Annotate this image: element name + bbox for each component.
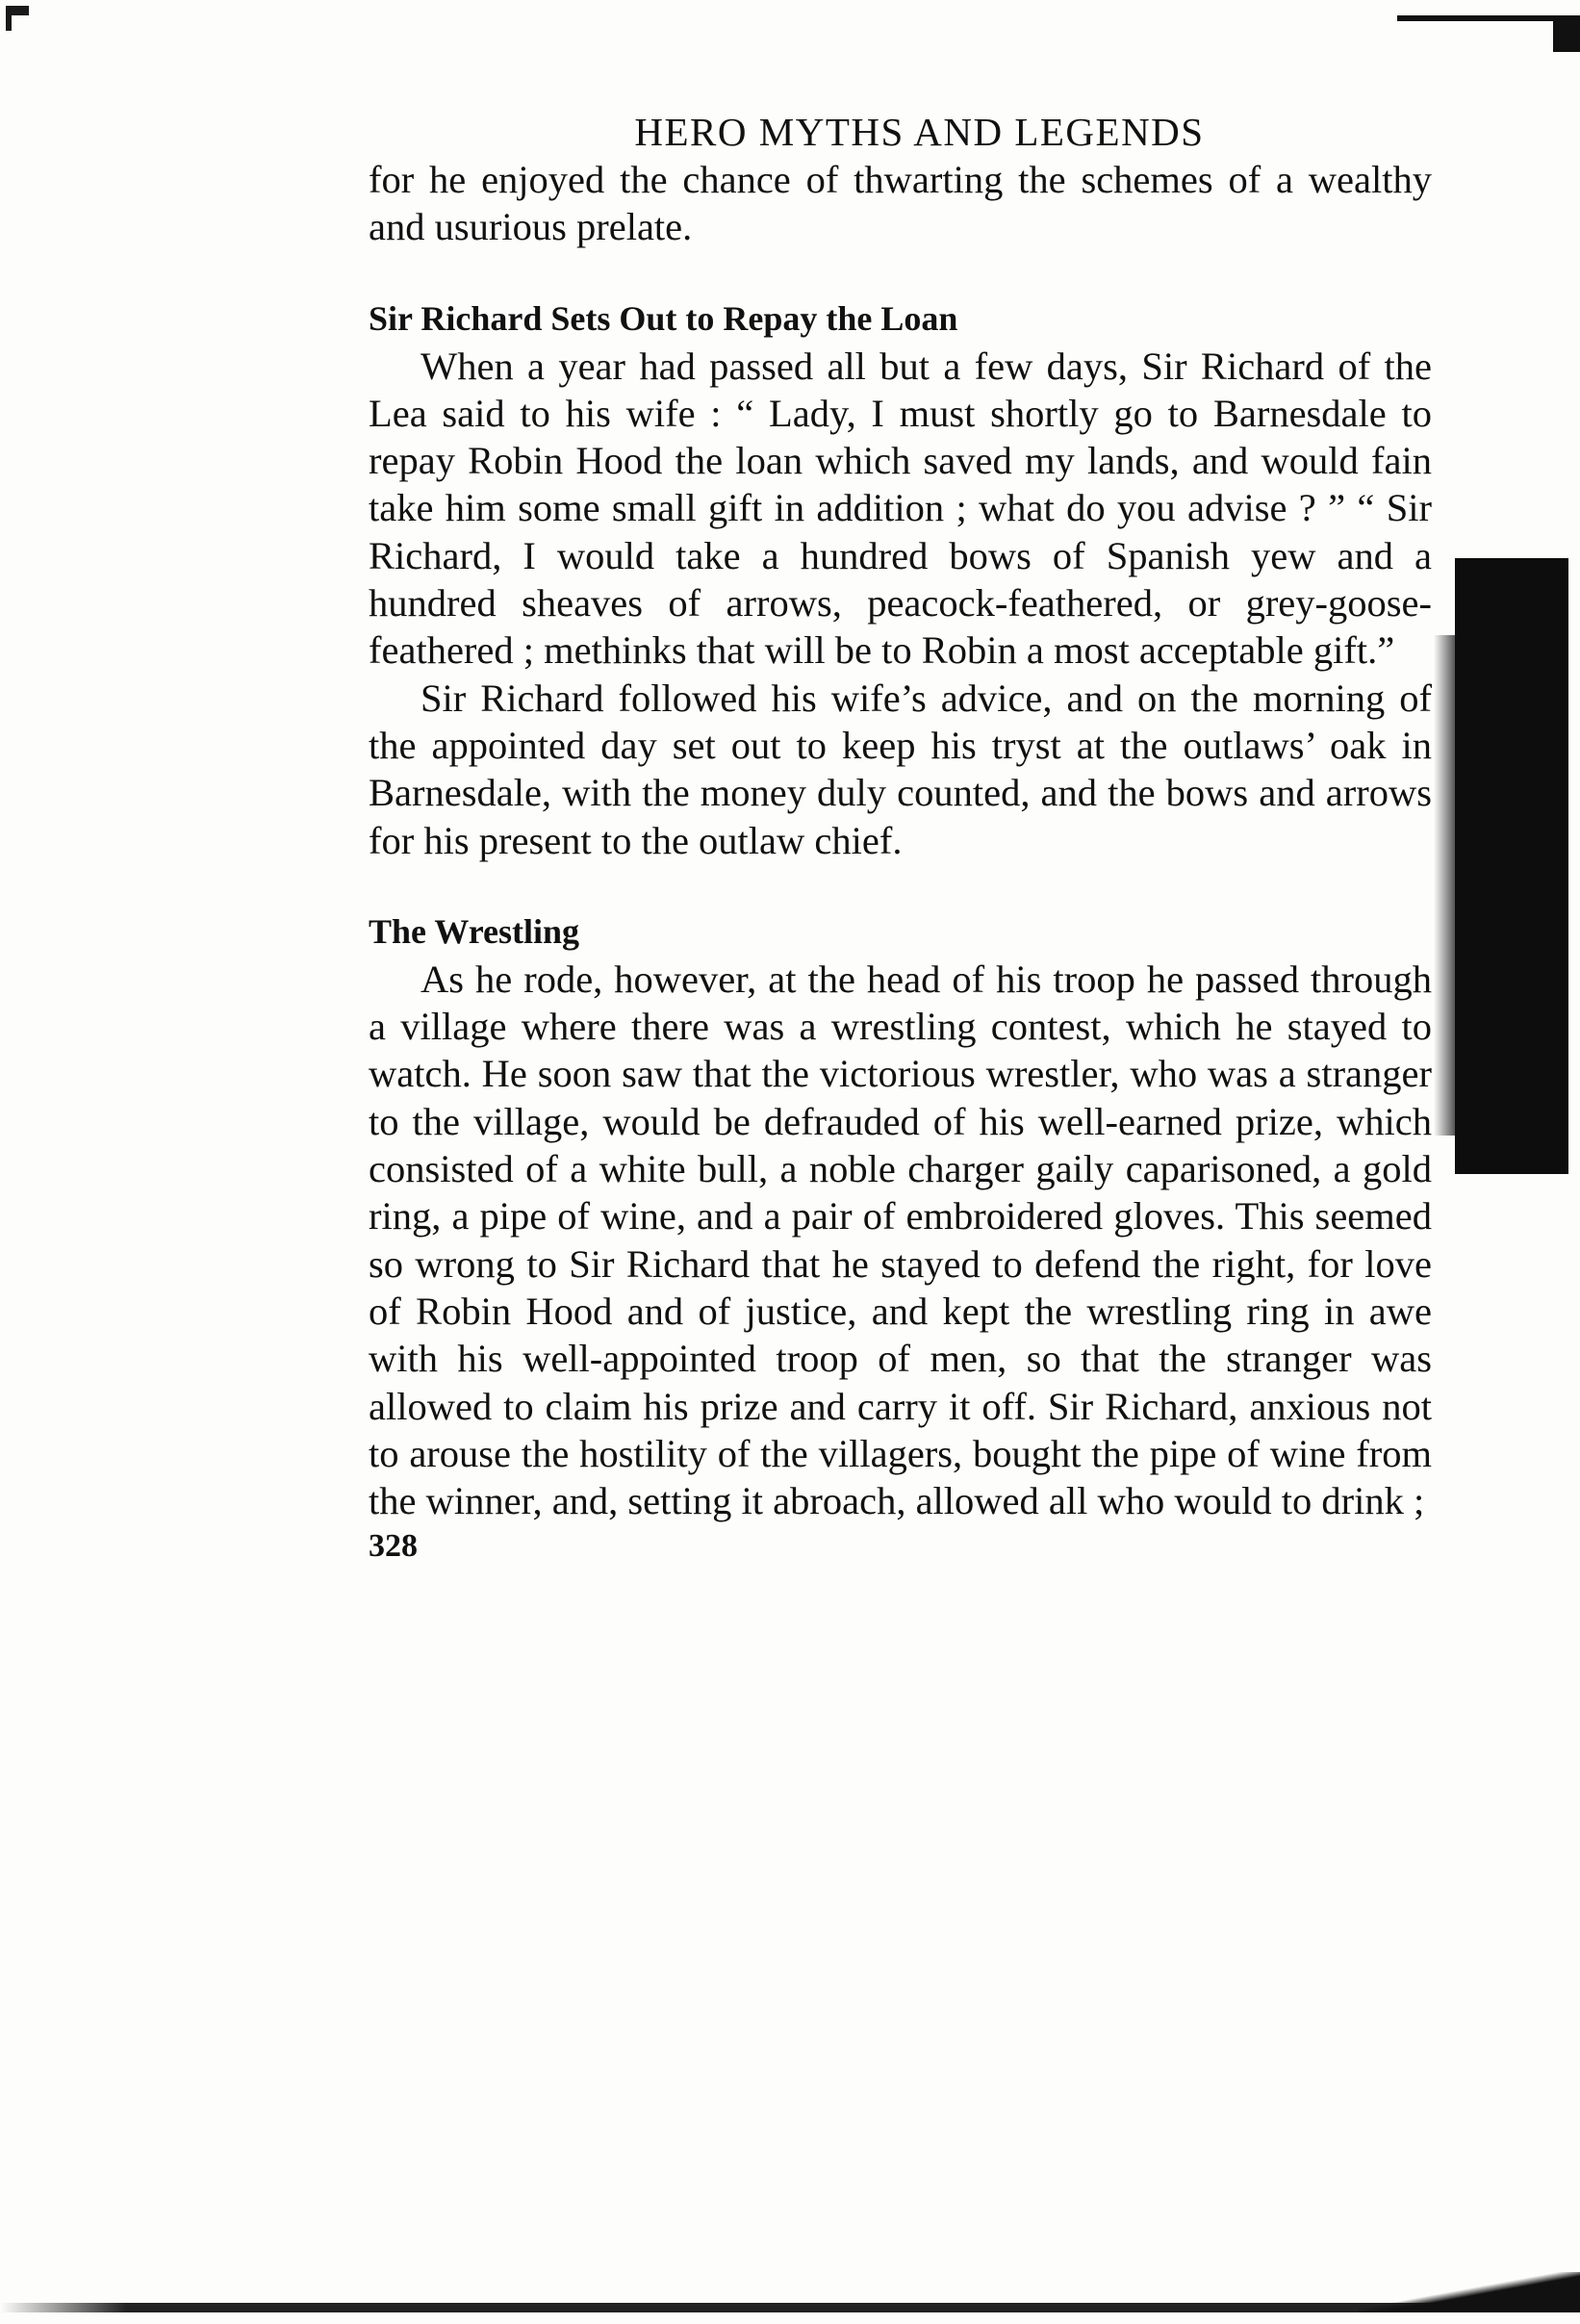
scan-top-edge [1397,8,1580,29]
paragraph: Sir Richard followed his wife’s advice, and on the morning of the appointed day set out to keep his tryst at the outlaws’ oak in Barnesdale, with the money duly counted, and the bows and arrows for his present to the outlaw chief. [369,676,1432,862]
scan-corner-mark [6,6,29,15]
section-gap [369,251,1432,295]
scan-bottom-edge [0,2303,1580,2312]
paragraph: As he rode, however, at the head of his troop he passed through a village where there was a wrestling contest, which he stayed to watch. He soon saw that the victorious wrestler, who was a stranger to the village, would be defrauded of his well-earned prize, which consisted of a white bull, a noble charger gaily caparisoned, a gold ring, a pipe of wine, and a pair of embroidered gloves. This seemed so wrong to Sir Richard that he stayed to defend the right, for love of Robin Hood and of justice, and kept the wrestling ring in awe with his well-appointed troop of men, so that the stranger was allowed to claim his prize and carry it off. Sir Richard, anxious not to arouse the hostility of the villagers, bought the pipe of wine from the winner, and, setting it abroach, allowed all who would to drink ; [369,957,1432,1523]
opening-paragraph: for he enjoyed the chance of thwarting the schemes of a wealthy and usurious prelate. [369,158,1432,249]
section-heading-repay-loan: Sir Richard Sets Out to Repay the Loan [369,298,958,338]
paragraph: When a year had passed all but a few days, Sir Richard of the Lea said to his wife : “ Lady, I must shortly go to Barnesdale to repay Robin Hood the loan which saved my lands, and would fain take him some small gift in addition ; what do you advise ? ” “ Sir Richard, I would take a hundred bows of Spanish yew and a hundred sheaves of arrows, peacock-feathered, or grey-goose-feathered ; methinks that will be to Robin a most acceptable gift.” [369,344,1432,673]
page-number: 328 [369,1528,418,1565]
section-heading-wrestling: The Wrestling [369,911,580,951]
running-head: HERO MYTHS AND LEGENDS [634,110,1205,154]
section-gap [369,864,1432,908]
scan-edge-shadow [1455,558,1568,1174]
text-block [369,108,1432,1569]
